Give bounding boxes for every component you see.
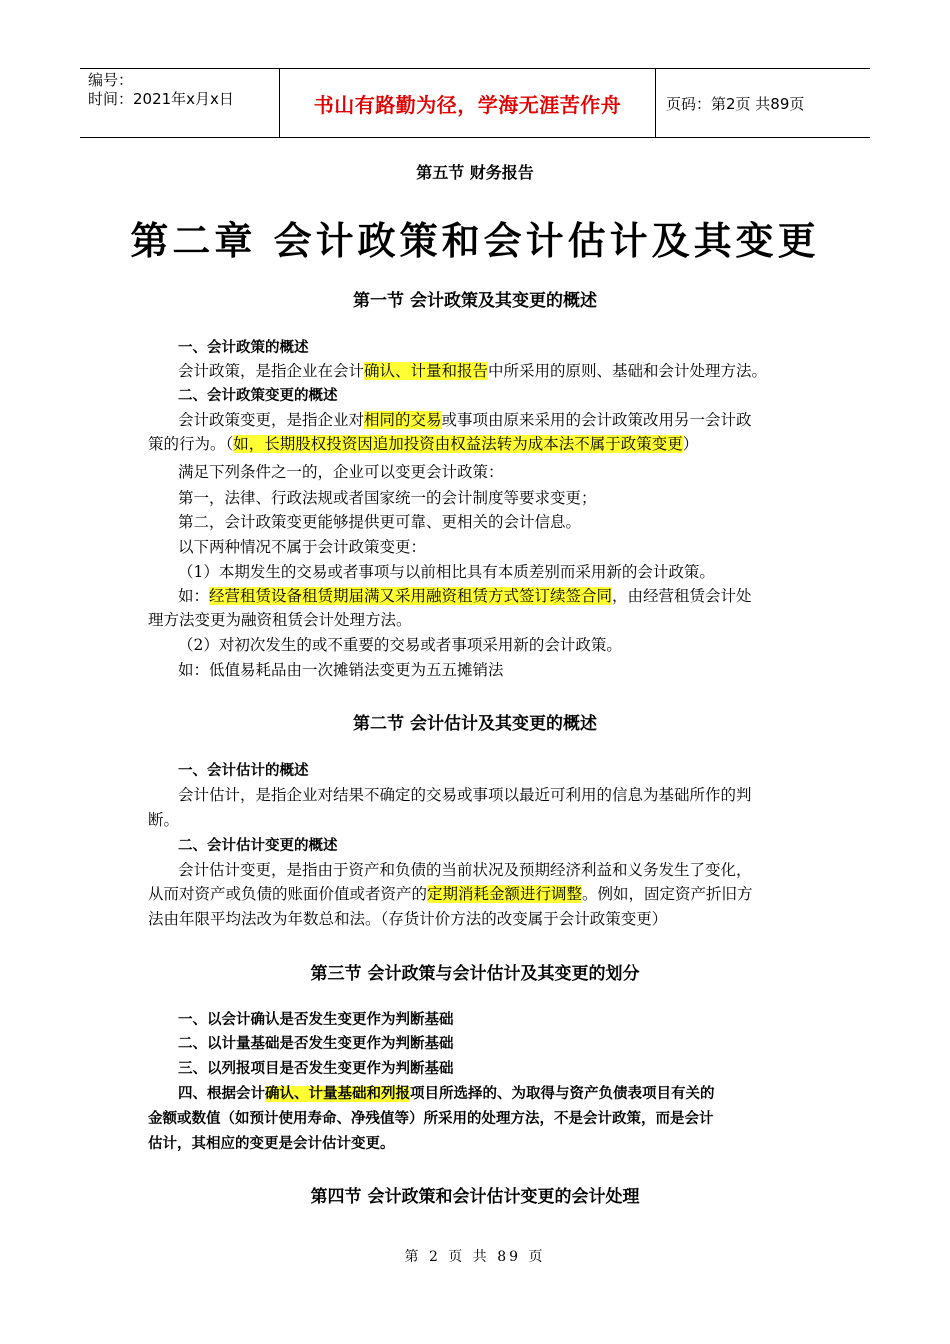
s3-item-4c: 估计，其相应的变更是会计估计变更。 (148, 1136, 395, 1152)
section2-title: 第二节 会计估计及其变更的概述 (353, 714, 597, 734)
s1-paragraph-2a: 会计政策变更，是指企业对相同的交易或事项由原来采用的会计政策改用另一会计政 (178, 411, 752, 429)
s2-heading-1: 一、会计估计的概述 (178, 763, 309, 779)
section5-title: 第五节 财务报告 (416, 163, 534, 182)
s1-paragraph-6: 以下两种情况不属于会计政策变更： (178, 538, 427, 556)
s1-paragraph-8a: 如：经营租赁设备租赁期届满又采用融资租赁方式签订续签合同，由经营租赁会计处 (178, 587, 752, 605)
s1-paragraph-4: 第一，法律、行政法规或者国家统一的会计制度等要求变更； (178, 489, 597, 507)
s3-item-1: 一、以会计确认是否发生变更作为判断基础 (178, 1012, 454, 1028)
page-footer: 第 2 页 共 89 页 (404, 1249, 546, 1265)
s3-item-3: 三、以列报项目是否发生变更作为判断基础 (178, 1061, 454, 1077)
code-label: 编号： (88, 71, 134, 89)
time-label: 时间：2021年x月x日 (88, 90, 234, 108)
s2-paragraph-1b: 断。 (148, 811, 180, 829)
s1-paragraph-10: 如：低值易耗品由一次摊销法变更为五五摊销法 (178, 661, 504, 679)
s1-paragraph-5: 第二，会计政策变更能够提供更可靠、更相关的会计信息。 (178, 513, 582, 531)
s1-paragraph-9: （2）对初次发生的或不重要的交易或者事项采用新的会计政策。 (178, 636, 622, 654)
s3-item-4b: 金额或数值（如预计使用寿命、净残值等）所采用的处理方法，不是会计政策，而是会计 (148, 1111, 714, 1127)
motto: 书山有路勤为径，学海无涯苦作舟 (280, 69, 656, 137)
s1-paragraph-3: 满足下列条件之一的，企业可以变更会计政策： (178, 463, 504, 481)
s2-paragraph-2b: 从而对资产或负债的账面价值或者资产的定期消耗金额进行调整。例如，固定资产折旧方 (148, 885, 753, 903)
section4-title: 第四节 会计政策和会计估计变更的会计处理 (310, 1187, 640, 1207)
s3-item-2: 二、以计量基础是否发生变更作为判断基础 (178, 1036, 454, 1052)
s2-heading-2: 二、会计估计变更的概述 (178, 838, 338, 854)
page-info: 页码：第2页 共89页 (666, 94, 805, 113)
s1-paragraph-7: （1）本期发生的交易或者事项与以前相比具有本质差别而采用新的会计政策。 (178, 563, 715, 581)
s3-item-4a: 四、根据会计确认、计量基础和列报项目所选择的、为取得与资产负债表项目有关的 (178, 1086, 715, 1102)
s1-heading-1: 一、会计政策的概述 (178, 340, 309, 356)
s2-paragraph-1a: 会计估计，是指企业对结果不确定的交易或事项以最近可利用的信息为基础所作的判 (178, 786, 752, 804)
header-table (80, 68, 870, 138)
s1-paragraph-2b: 策的行为。（如，长期股权投资因追加投资由权益法转为成本法不属于政策变更） (148, 435, 699, 453)
header-left-cell (80, 69, 280, 137)
s2-paragraph-2c: 法由年限平均法改为年数总和法。（存货计价方法的改变属于会计政策变更） (148, 910, 668, 928)
s1-heading-2: 二、会计政策变更的概述 (178, 388, 338, 404)
section3-title: 第三节 会计政策与会计估计及其变更的划分 (310, 964, 640, 984)
s2-paragraph-2a: 会计估计变更，是指由于资产和负债的当前状况及预期经济利益和义务发生了变化， (178, 861, 752, 879)
chapter-title: 第二章 会计政策和会计估计及其变更 (130, 218, 820, 263)
s1-paragraph-1: 会计政策，是指企业在会计确认、计量和报告中所采用的原则、基础和会计处理方法。 (178, 362, 768, 380)
s1-paragraph-8b: 理方法变更为融资租赁会计处理方法。 (148, 611, 412, 629)
section1-title: 第一节 会计政策及其变更的概述 (353, 291, 597, 311)
